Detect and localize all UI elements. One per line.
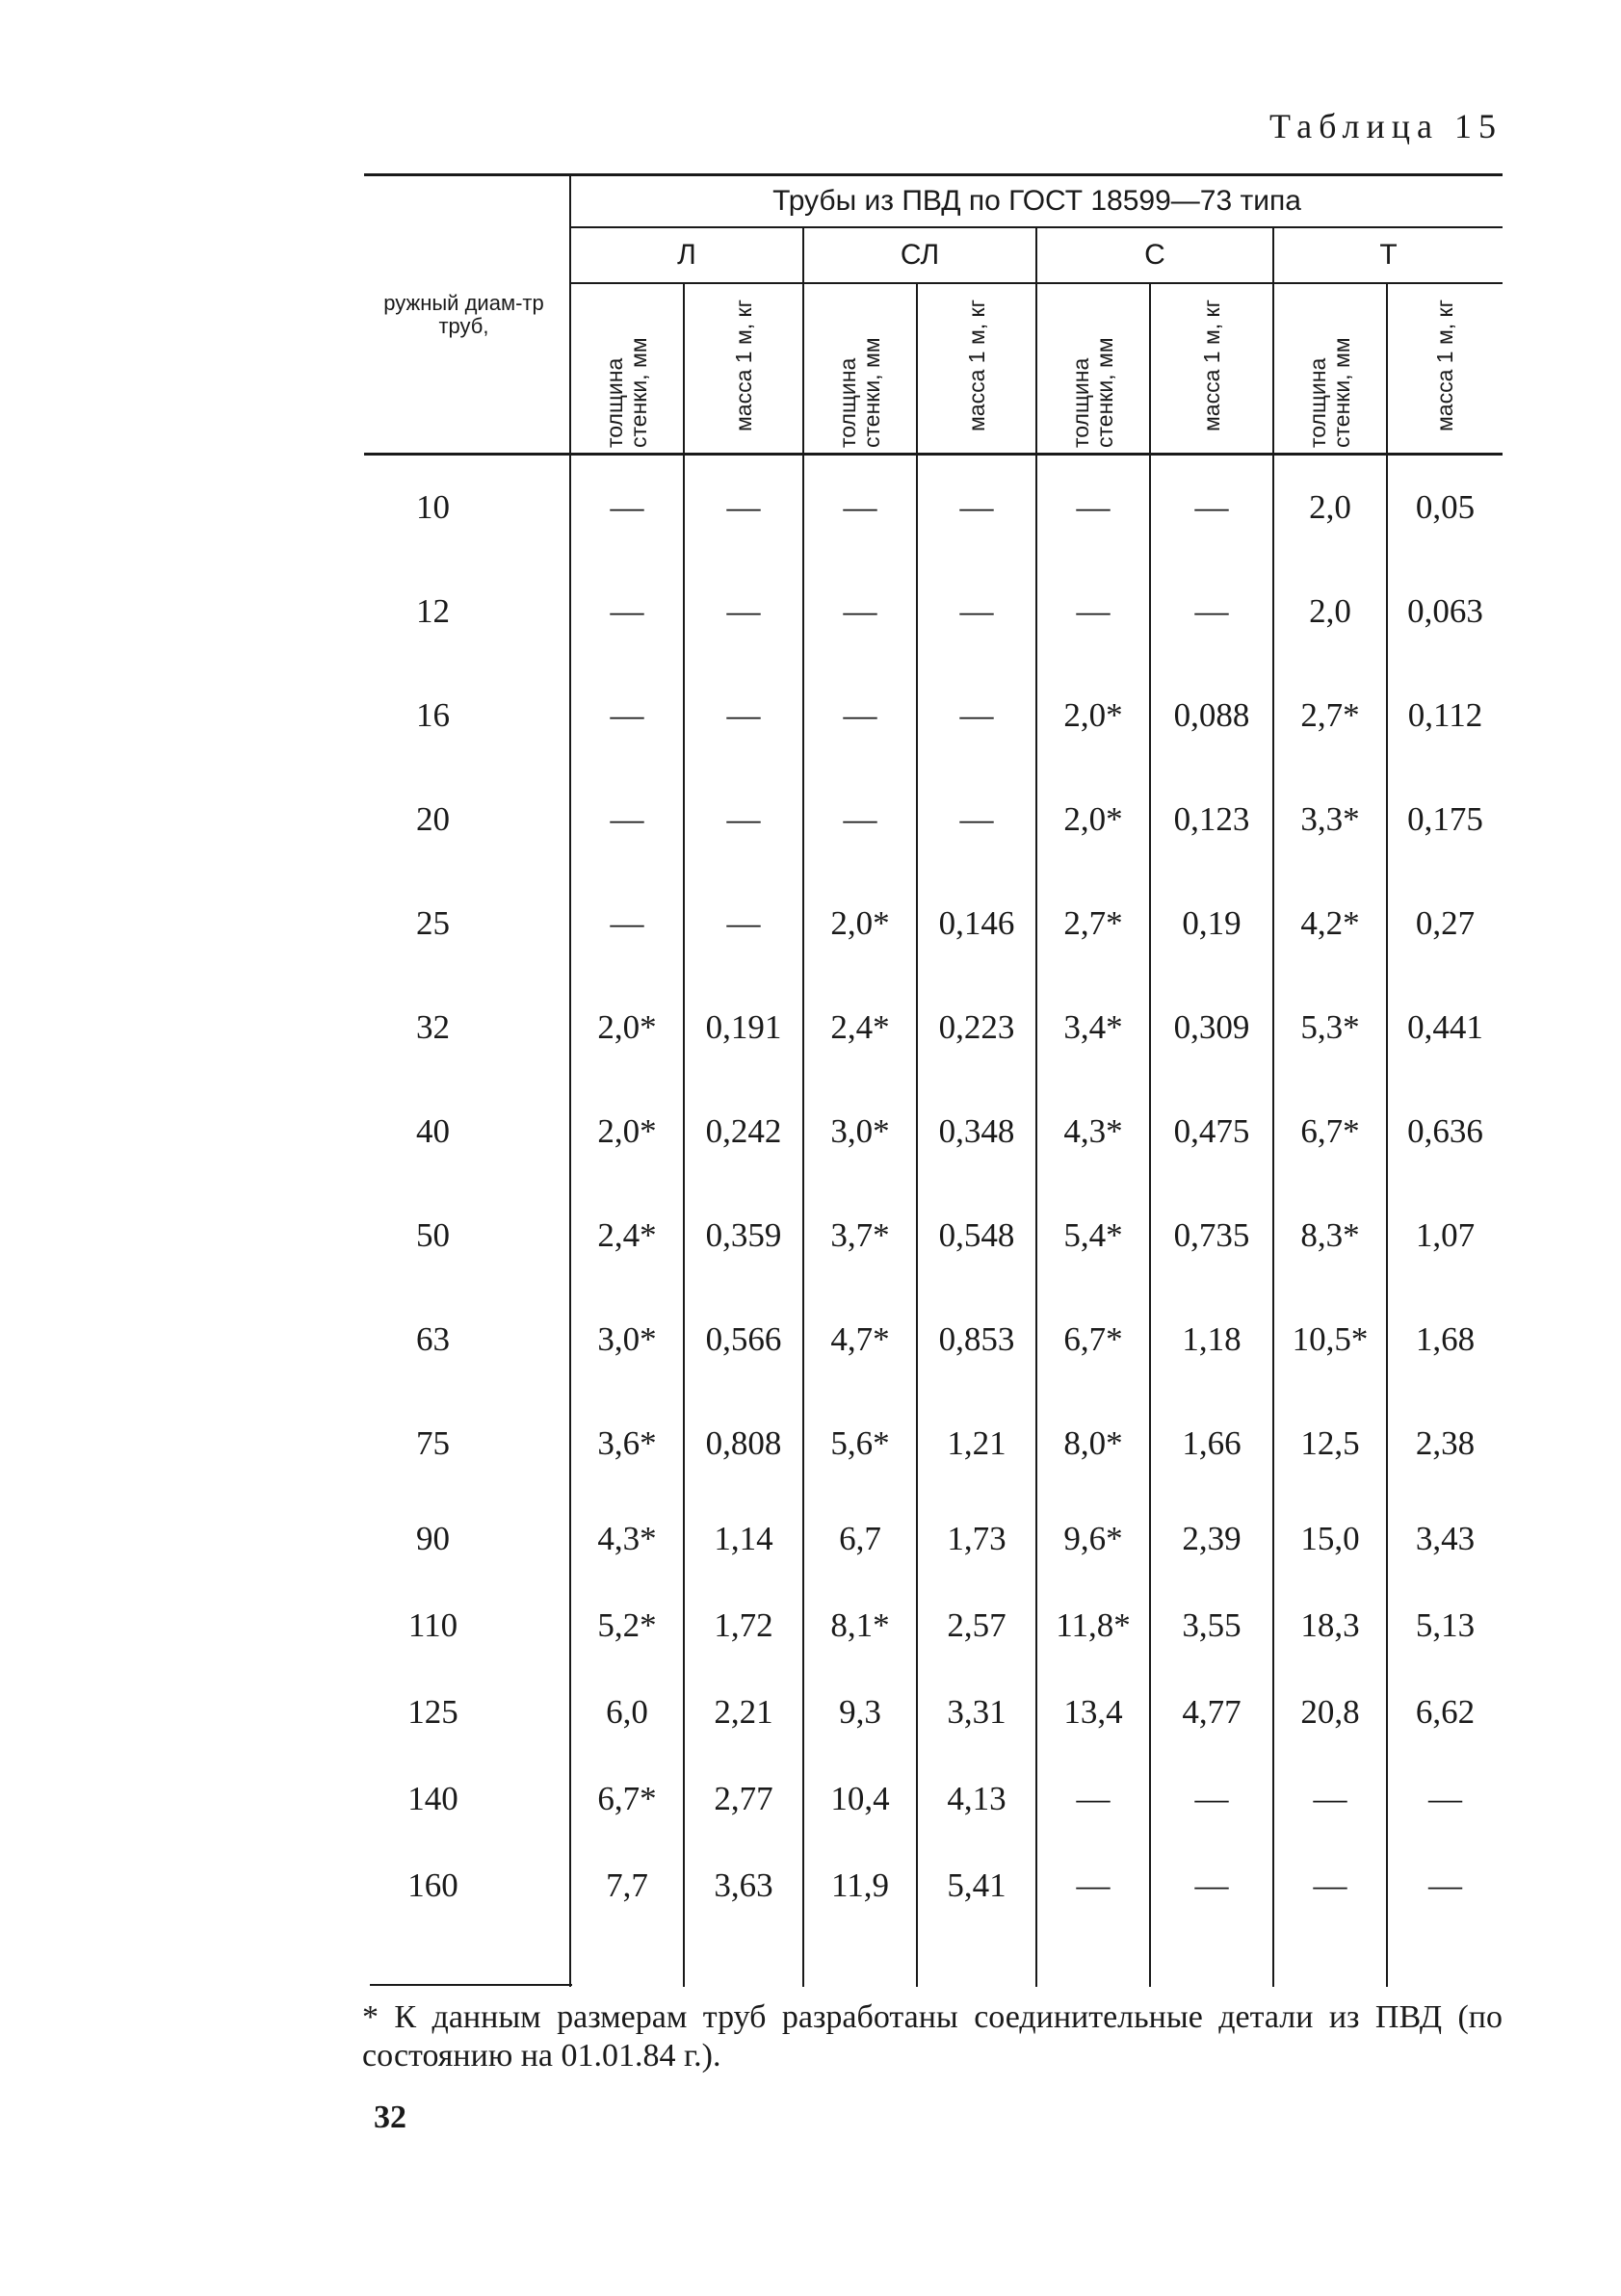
- value-cell: 12,5: [1273, 1392, 1387, 1496]
- value-cell: —: [1150, 560, 1273, 664]
- value-cell: —: [1273, 1842, 1387, 1929]
- value-cell: 5,4*: [1036, 1184, 1150, 1288]
- diameter-cell: 75: [364, 1392, 570, 1496]
- diameter-cell: 40: [364, 1080, 570, 1184]
- value-cell: 4,3*: [1036, 1080, 1150, 1184]
- value-cell: 1,73: [917, 1496, 1036, 1582]
- value-cell: 20,8: [1273, 1669, 1387, 1756]
- value-cell: 0,808: [684, 1392, 803, 1496]
- subheader-mass: [684, 283, 803, 455]
- spacer-cell: [684, 1929, 803, 1987]
- value-cell: 3,3*: [1273, 768, 1387, 872]
- value-cell: 0,242: [684, 1080, 803, 1184]
- value-cell: 0,175: [1407, 800, 1483, 838]
- spacer-cell: [364, 1929, 570, 1987]
- table-row: [364, 1756, 1503, 1842]
- value-cell: —: [803, 560, 917, 664]
- value-cell: —: [570, 664, 684, 768]
- value-cell: 2,4*: [570, 1184, 684, 1288]
- value-cell: 3,7*: [803, 1184, 917, 1288]
- value-cell: 9,6*: [1036, 1496, 1150, 1582]
- type-header-s: С: [1036, 227, 1273, 283]
- value-cell: 0,223: [917, 976, 1036, 1080]
- diameter-cell: 140: [364, 1756, 570, 1842]
- value-cell: 0,112: [1407, 696, 1483, 734]
- subheader-thickness: [1273, 283, 1387, 455]
- value-cell: 10,4: [803, 1756, 917, 1842]
- diameter-cell: 16: [364, 664, 570, 768]
- value-cell: 2,77: [684, 1756, 803, 1842]
- table-row: [364, 1184, 1503, 1288]
- value-cell: 1,68: [1415, 1320, 1476, 1358]
- diameter-cell: 32: [364, 976, 570, 1080]
- value-cell: —: [570, 872, 684, 976]
- subheader-thickness: [1036, 283, 1150, 455]
- value-cell: 0,27: [1415, 904, 1476, 942]
- value-cell: 2,7*: [1036, 872, 1150, 976]
- value-cell: —: [803, 455, 917, 561]
- value-cell: —: [1150, 1756, 1273, 1842]
- value-cell: 4,3*: [570, 1496, 684, 1582]
- value-cell: 9,3: [803, 1669, 917, 1756]
- value-cell: 0,636: [1407, 1112, 1483, 1150]
- value-cell: 6,7: [803, 1496, 917, 1582]
- value-cell: —: [1428, 1866, 1462, 1904]
- spacer-cell: [917, 1929, 1036, 1987]
- diameter-cell: 160: [364, 1842, 570, 1929]
- value-cell: 0,441: [1407, 1008, 1483, 1046]
- table-row: [364, 976, 1503, 1080]
- subheader-mass-text: масса 1 м, кг: [1198, 300, 1224, 432]
- table-row: [364, 1392, 1503, 1496]
- subheader-thickness: [570, 283, 684, 455]
- value-cell: 4,7*: [803, 1288, 917, 1392]
- table-row: [364, 1582, 1503, 1669]
- value-cell: 0,19: [1150, 872, 1273, 976]
- pipe-group-header: Трубы из ПВД по ГОСТ 18599—73 типа: [570, 175, 1503, 228]
- spacer-cell: [803, 1929, 917, 1987]
- value-cell: —: [917, 768, 1036, 872]
- subheader-thickness-text: толщина стенки, мм: [835, 337, 884, 448]
- diameter-cell: 20: [364, 768, 570, 872]
- value-cell: —: [570, 768, 684, 872]
- value-cell: —: [1428, 1780, 1462, 1817]
- value-cell: 1,66: [1150, 1392, 1273, 1496]
- page-number: 32: [374, 2100, 406, 2135]
- value-cell: 0,548: [917, 1184, 1036, 1288]
- diameter-cell: 10: [364, 455, 570, 561]
- value-cell: 5,13: [1415, 1606, 1476, 1644]
- subheader-mass-text: масса 1 м, кг: [730, 300, 756, 432]
- value-cell: —: [684, 455, 803, 561]
- spacer-cell: [1273, 1929, 1387, 1987]
- value-cell: 6,7*: [1036, 1288, 1150, 1392]
- value-cell: 11,9: [803, 1842, 917, 1929]
- value-cell: 10,5*: [1273, 1288, 1387, 1392]
- diameter-cell: 25: [364, 872, 570, 976]
- subheader-thickness: [803, 283, 917, 455]
- value-cell: —: [917, 455, 1036, 561]
- table-spacer-row: [364, 1929, 1503, 1987]
- value-cell: 6,0: [570, 1669, 684, 1756]
- value-cell: —: [1036, 455, 1150, 561]
- value-cell: —: [684, 560, 803, 664]
- value-cell: —: [570, 455, 684, 561]
- value-cell: 6,7*: [1273, 1080, 1387, 1184]
- value-cell: —: [803, 664, 917, 768]
- table-row: [364, 872, 1503, 976]
- table-row: [364, 1496, 1503, 1582]
- value-cell: 2,0*: [1036, 768, 1150, 872]
- value-cell: 1,72: [684, 1582, 803, 1669]
- value-cell: 2,0*: [803, 872, 917, 976]
- value-cell: 1,18: [1150, 1288, 1273, 1392]
- value-cell: 2,0*: [1036, 664, 1150, 768]
- value-cell: 2,0: [1273, 455, 1387, 561]
- value-cell: 0,359: [684, 1184, 803, 1288]
- value-cell: 0,566: [684, 1288, 803, 1392]
- value-cell: 1,14: [684, 1496, 803, 1582]
- subheader-mass-text: масса 1 м, кг: [963, 300, 989, 432]
- value-cell: 3,0*: [570, 1288, 684, 1392]
- value-cell: 0,088: [1150, 664, 1273, 768]
- subheader-thickness-text: толщина стенки, мм: [602, 337, 651, 448]
- value-cell: 0,191: [684, 976, 803, 1080]
- value-cell: —: [1036, 1842, 1150, 1929]
- value-cell: —: [684, 768, 803, 872]
- table-row: [364, 1288, 1503, 1392]
- value-cell: 1,07: [1415, 1216, 1476, 1254]
- table-label: Таблица 15: [1269, 107, 1503, 145]
- value-cell: —: [1150, 455, 1273, 561]
- value-cell: 6,62: [1415, 1693, 1476, 1731]
- spacer-cell: [1150, 1929, 1273, 1987]
- value-cell: 3,0*: [803, 1080, 917, 1184]
- pipe-table: [364, 173, 1503, 1987]
- value-cell: 13,4: [1036, 1669, 1150, 1756]
- value-cell: 0,05: [1415, 488, 1476, 526]
- value-cell: 5,3*: [1273, 976, 1387, 1080]
- value-cell: 0,853: [917, 1288, 1036, 1392]
- value-cell: 4,2*: [1273, 872, 1387, 976]
- spacer-cell: [570, 1929, 684, 1987]
- diameter-cell: 63: [364, 1288, 570, 1392]
- value-cell: 3,43: [1415, 1520, 1476, 1557]
- value-cell: 8,0*: [1036, 1392, 1150, 1496]
- subheader-mass: [917, 283, 1036, 455]
- value-cell: —: [684, 664, 803, 768]
- value-cell: 4,13: [917, 1756, 1036, 1842]
- table-row: [364, 560, 1503, 664]
- value-cell: —: [1150, 1842, 1273, 1929]
- value-cell: 5,2*: [570, 1582, 684, 1669]
- value-cell: 2,0*: [570, 976, 684, 1080]
- table-row: [364, 768, 1503, 872]
- value-cell: 15,0: [1273, 1496, 1387, 1582]
- value-cell: 4,77: [1150, 1669, 1273, 1756]
- value-cell: —: [917, 664, 1036, 768]
- value-cell: —: [803, 768, 917, 872]
- value-cell: —: [1036, 1756, 1150, 1842]
- value-cell: —: [917, 560, 1036, 664]
- value-cell: 11,8*: [1036, 1582, 1150, 1669]
- value-cell: 0,309: [1150, 976, 1273, 1080]
- value-cell: 0,735: [1150, 1184, 1273, 1288]
- table-row: [364, 664, 1503, 768]
- value-cell: 0,348: [917, 1080, 1036, 1184]
- table-row: [364, 1842, 1503, 1929]
- value-cell: —: [684, 872, 803, 976]
- diameter-cell: 125: [364, 1669, 570, 1756]
- subheader-mass-text: масса 1 м, кг: [1432, 300, 1457, 432]
- value-cell: 2,38: [1415, 1424, 1476, 1462]
- value-cell: 2,7*: [1273, 664, 1387, 768]
- value-cell: 3,31: [917, 1669, 1036, 1756]
- value-cell: 0,475: [1150, 1080, 1273, 1184]
- value-cell: 2,21: [684, 1669, 803, 1756]
- value-cell: —: [1273, 1756, 1387, 1842]
- value-cell: 8,3*: [1273, 1184, 1387, 1288]
- type-header-t: Т: [1273, 227, 1503, 283]
- value-cell: 7,7: [570, 1842, 684, 1929]
- diameter-cell: 90: [364, 1496, 570, 1582]
- type-header-l: Л: [570, 227, 803, 283]
- type-header-sl: СЛ: [803, 227, 1036, 283]
- value-cell: 3,63: [684, 1842, 803, 1929]
- subheader-mass: [1387, 283, 1503, 455]
- value-cell: 3,4*: [1036, 976, 1150, 1080]
- table-row: [364, 455, 1503, 561]
- value-cell: 0,146: [917, 872, 1036, 976]
- table-row: [364, 1669, 1503, 1756]
- outer-diameter-header: ружный диам-тр труб,: [364, 175, 570, 455]
- value-cell: 0,063: [1407, 592, 1483, 630]
- table-body: [364, 455, 1503, 1988]
- value-cell: 18,3: [1273, 1582, 1387, 1669]
- value-cell: 5,41: [917, 1842, 1036, 1929]
- value-cell: 8,1*: [803, 1582, 917, 1669]
- value-cell: 2,0*: [570, 1080, 684, 1184]
- value-cell: —: [1036, 560, 1150, 664]
- value-cell: 3,6*: [570, 1392, 684, 1496]
- value-cell: 5,6*: [803, 1392, 917, 1496]
- subheader-mass: [1150, 283, 1273, 455]
- value-cell: 3,55: [1150, 1582, 1273, 1669]
- footnote: * К данным размерам труб разработаны соединительные детали из ПВД (по состоянию на 01.01.84 г.).: [362, 1999, 1503, 2074]
- diameter-cell: 12: [364, 560, 570, 664]
- spacer-cell: [1387, 1929, 1503, 1987]
- value-cell: 2,39: [1150, 1496, 1273, 1582]
- value-cell: 1,21: [917, 1392, 1036, 1496]
- value-cell: 6,7*: [570, 1756, 684, 1842]
- value-cell: 2,4*: [803, 976, 917, 1080]
- value-cell: 0,123: [1150, 768, 1273, 872]
- table-row: [364, 1080, 1503, 1184]
- footnote-rule: [370, 1984, 572, 1986]
- value-cell: 2,57: [917, 1582, 1036, 1669]
- diameter-cell: 110: [364, 1582, 570, 1669]
- subheader-thickness-text: толщина стенки, мм: [1068, 337, 1117, 448]
- value-cell: —: [570, 560, 684, 664]
- diameter-cell: 50: [364, 1184, 570, 1288]
- value-cell: 2,0: [1273, 560, 1387, 664]
- subheader-thickness-text: толщина стенки, мм: [1305, 337, 1354, 448]
- spacer-cell: [1036, 1929, 1150, 1987]
